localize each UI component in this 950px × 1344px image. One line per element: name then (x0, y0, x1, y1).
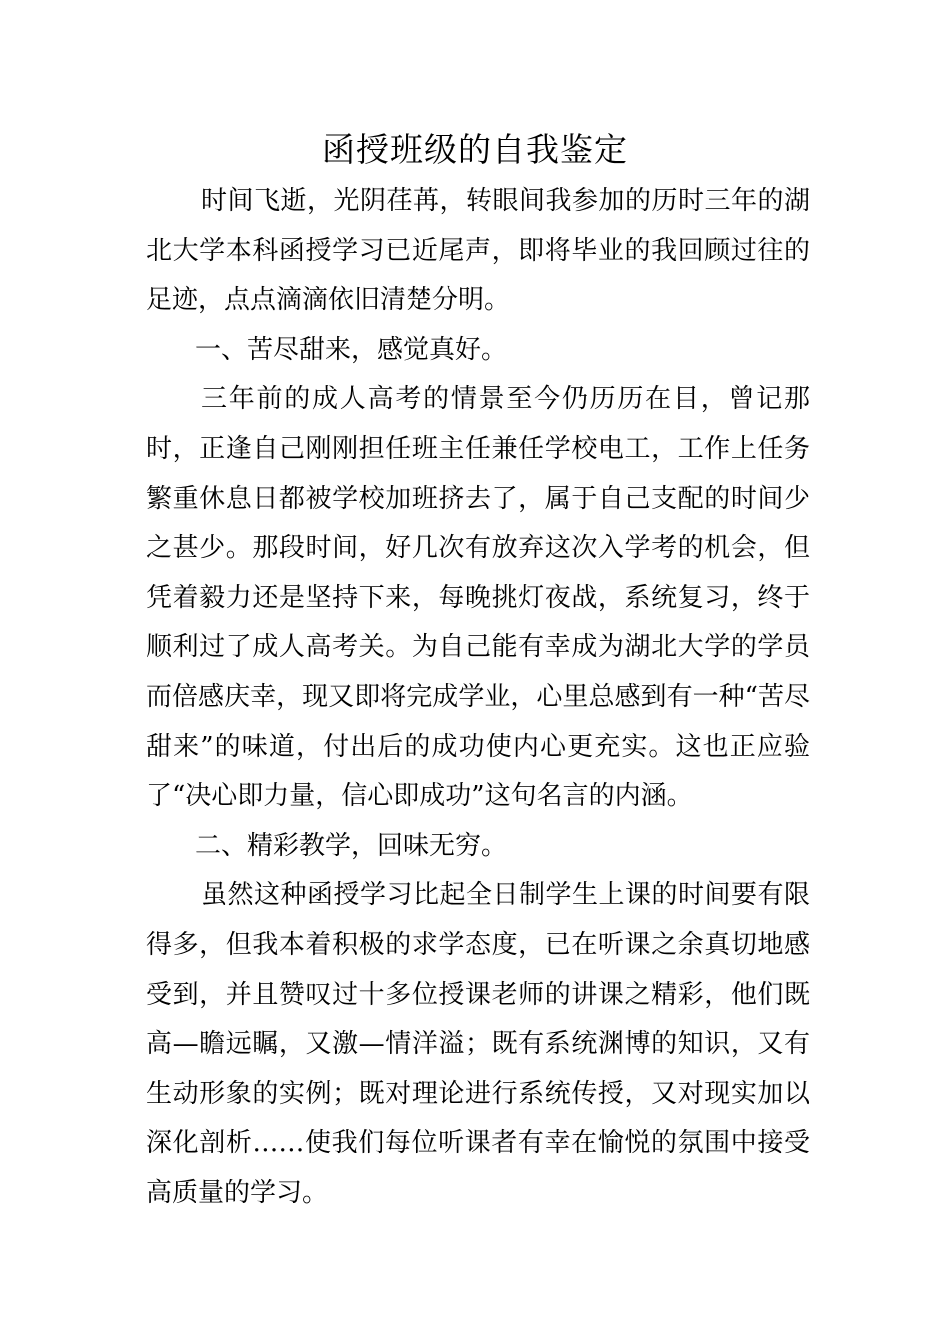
paragraph-section-1: 三年前的成人高考的情景至今仍历历在目，曾记那时，正逢自己刚刚担任班主任兼任学校电工，工作上任务繁重休息日都被学校加班挤去了，属于自己支配的时间少之甚少。那段时间，好几次有放弃这次入学考的机会，但凭着毅力还是坚持下来，每晚挑灯夜战，系统复习，终于顺利过了成人高考关。为自己能有幸成为湖北大学的学员而倍感庆幸，现又即将完成学业，心里总感到有一种“苦尽甜来”的味道，付出后的成功使内心更充实。这也正应验了“决心即力量，信心即成功”这句名言的内涵。 (146, 384, 810, 812)
paragraph-intro: 时间飞逝，光阴荏苒，转眼间我参加的历时三年的湖北大学本科函授学习已近尾声，即将毕业的我回顾过往的足迹，点点滴滴依旧清楚分明。 (146, 186, 810, 316)
section-heading-1: 一、苦尽甜来，感觉真好。 (195, 334, 508, 365)
section-heading-2: 二、精彩教学，回味无穷。 (195, 830, 508, 861)
document-body (146, 177, 810, 1218)
document-title: 函授班级的自我鉴定 (322, 130, 628, 169)
paragraph-section-2: 虽然这种函授学习比起全日制学生上课的时间要有限得多，但我本着积极的求学态度，已在听课之余真切地感受到，并且赞叹过十多位授课老师的讲课之精彩，他们既高—瞻远瞩，又激—情洋溢；既有系统渊博的知识，又有生动形象的实例；既对理论进行系统传授，又对现实加以深化剖析……使我们每位听课者有幸在愉悦的氛围中接受高质量的学习。 (146, 880, 810, 1208)
